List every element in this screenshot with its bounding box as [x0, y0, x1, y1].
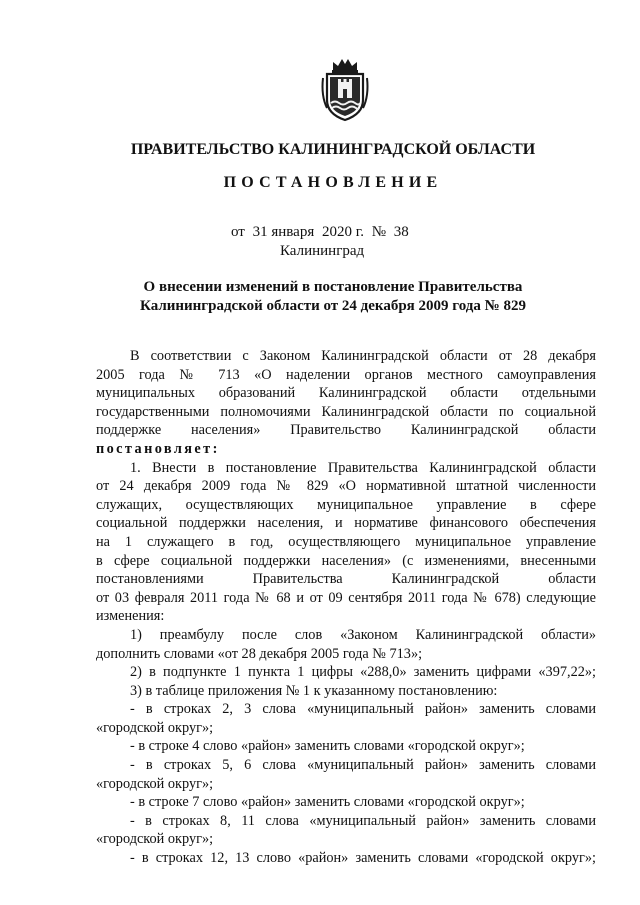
- body-line: 1. Внести в постановление Правительства Калининградской области: [130, 459, 596, 476]
- body-line: служащих, осуществляющих муниципальное управление в сфере: [96, 496, 596, 513]
- list-item: «городской округ»;: [96, 775, 214, 792]
- list-item: - в строке 4 слово «район» заменить словами «городской округ»;: [130, 738, 525, 755]
- date-prefix: от: [231, 224, 245, 240]
- document-year: 2020 г.: [321, 224, 364, 240]
- document-subject: [0, 278, 640, 316]
- body-line: поддержке населения» Правительство Калининградской области: [96, 422, 596, 439]
- body-line: на 1 служащего в год, осуществляющего муниципальное управление: [96, 533, 596, 550]
- document-date: 31 января: [252, 224, 315, 240]
- subject-line: О внесении изменений в постановление Правительства: [143, 279, 523, 295]
- body-line: муниципальных образований Калининградской области отдельными: [96, 385, 596, 402]
- document-type: ПОСТАНОВЛЕНИЕ: [223, 174, 443, 191]
- document-number: 38: [393, 224, 409, 240]
- body-line: от 24 декабря 2009 года № 829 «О нормативной штатной численности: [96, 478, 596, 495]
- body-line: изменения:: [96, 608, 165, 625]
- body-line: социальной поддержки населения, и нормативе финансового обеспечения: [96, 515, 596, 532]
- body-line: от 03 февраля 2011 года № 68 и от 09 сентября 2011 года № 678) следующие: [96, 589, 596, 606]
- list-item: 3) в таблице приложения № 1 к указанному постановлению:: [130, 682, 498, 699]
- city-name: Калининград: [280, 243, 365, 259]
- government-title: ПРАВИТЕЛЬСТВО КАЛИНИНГРАДСКОЙ ОБЛАСТИ: [130, 141, 536, 158]
- coat-of-arms-icon: [319, 56, 371, 124]
- list-item: - в строках 2, 3 слова «муниципальный район» заменить словами: [130, 701, 596, 718]
- body-line: постановлениями Правительства Калининградской области: [96, 571, 596, 588]
- body-line: 2005 года № 713 «О наделении органов местного самоуправления: [96, 366, 596, 383]
- list-item: 2) в подпункте 1 пункта 1 цифры «288,0» заменить цифрами «397,22»;: [130, 664, 596, 681]
- list-item: - в строках 12, 13 слово «район» заменить словами «городской округ»;: [130, 850, 596, 867]
- list-item: «городской округ»;: [96, 719, 214, 736]
- date-number-line: [231, 224, 413, 241]
- body-line: в сфере социальной поддержки населения» (с изменениями, внесенными: [96, 552, 596, 569]
- document-body: [96, 347, 596, 868]
- subject-line: Калининградской области от 24 декабря 2009 года № 829: [140, 298, 526, 314]
- body-line: В соответствии с Законом Калининградской области от 28 декабря: [130, 348, 596, 364]
- list-item: - в строках 5, 6 слова «муниципальный район» заменить словами: [130, 757, 596, 774]
- body-line: государственными полномочиями Калининградской области по социальной: [96, 403, 596, 420]
- list-item: дополнить словами «от 28 декабря 2005 года № 713»;: [96, 645, 423, 662]
- list-item: - в строке 7 слово «район» заменить словами «городской округ»;: [130, 794, 525, 811]
- list-item: - в строках 8, 11 слова «муниципальный район» заменить словами: [130, 812, 596, 829]
- coat-of-arms-emblem: [319, 56, 371, 124]
- list-item: 1) преамбулу после слов «Законом Калининградской области»: [130, 626, 596, 643]
- list-item: «городской округ»;: [96, 831, 214, 848]
- resolves-word: постановляет:: [96, 440, 220, 457]
- number-sign: №: [371, 224, 387, 240]
